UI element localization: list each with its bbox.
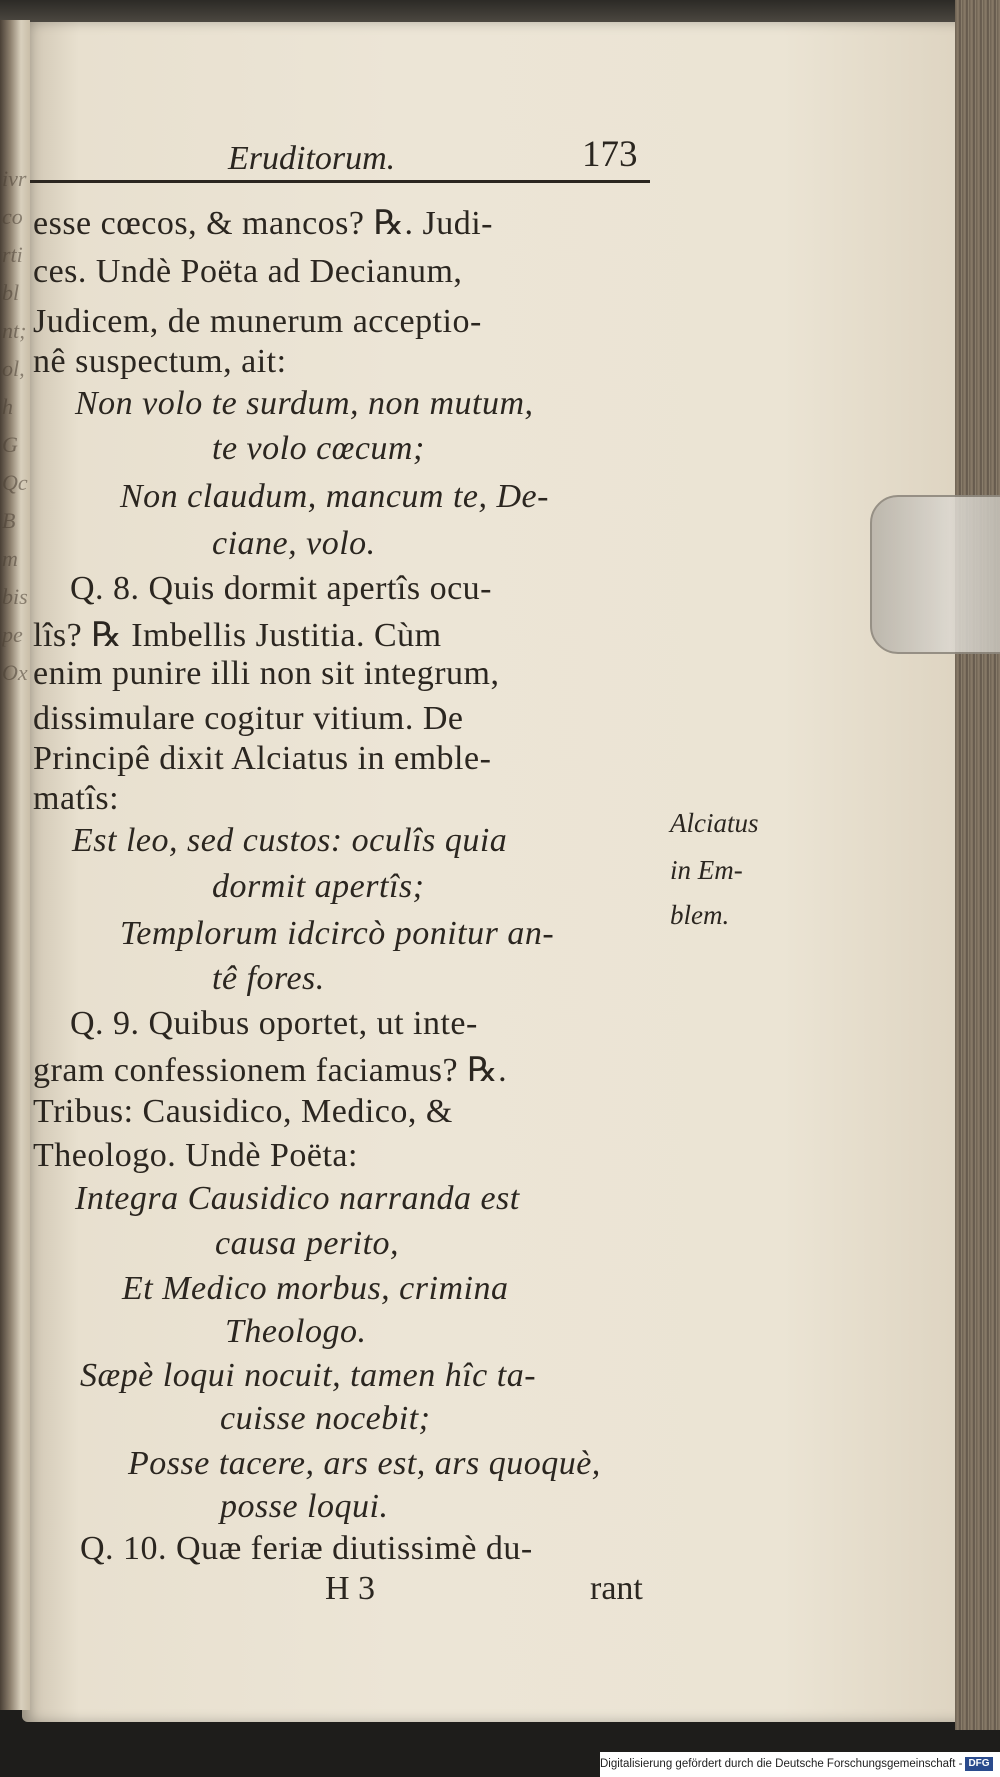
verse-line: ciane, volo. (212, 525, 376, 562)
verse-line: dormit apertîs; (212, 868, 425, 905)
page-number: 173 (582, 134, 638, 175)
book-top-edge (0, 0, 1000, 22)
verse-line: Non volo te surdum, non mutum, (75, 385, 534, 422)
text-line: dissimulare cogitur vitium. De (33, 700, 464, 737)
header-rule (30, 180, 650, 183)
verse-line: Integra Causidico narranda est (75, 1180, 520, 1217)
verse-line: Est leo, sed custos: oculîs quia (72, 822, 508, 859)
verse-line: Theologo. (225, 1313, 367, 1350)
text-line: Tribus: Causidico, Medico, & (33, 1093, 453, 1130)
bleed-through-text: ivrcortiblnt;ol,hGQcBmbispeOx (2, 166, 28, 685)
dfg-logo: DFG (965, 1757, 992, 1771)
text-line: esse cœcos, & mancos? ℞. Judi- (33, 205, 493, 242)
text-line: nê suspectum, ait: (33, 343, 287, 380)
book-clip (870, 495, 1000, 654)
left-page-edge (0, 20, 30, 1710)
text-line: enim punire illi non sit integrum, (33, 655, 500, 692)
verse-line: Templorum idcircò ponitur an- (120, 915, 555, 952)
text-line: Q. 9. Quibus oportet, ut inte- (70, 1005, 478, 1042)
margin-note: blem. (670, 900, 730, 930)
text-line: Theologo. Undè Poëta: (33, 1137, 358, 1174)
right-page-stack (955, 0, 1000, 1730)
verse-line: tê fores. (212, 960, 325, 997)
text-line: gram confessionem faciamus? ℞. (33, 1052, 508, 1089)
text-line: Principê dixit Alciatus in emble- (33, 740, 492, 777)
verse-line: posse loqui. (220, 1488, 389, 1525)
text-line: Q. 8. Quis dormit apertîs ocu- (70, 570, 492, 607)
text-line: Q. 10. Quæ feriæ diutissimè du- (80, 1530, 533, 1567)
text-line: ces. Undè Poëta ad Decianum, (33, 253, 463, 290)
margin-note: Alciatus (670, 808, 759, 838)
verse-line: te volo cœcum; (212, 430, 425, 467)
verse-line: Non claudum, mancum te, De- (120, 478, 549, 515)
text-line: Judicem, de munerum acceptio- (33, 303, 482, 340)
text-line: lîs? ℞ Imbellis Justitia. Cùm (33, 617, 442, 654)
margin-note: in Em- (670, 855, 743, 885)
verse-line: Sæpè loqui nocuit, tamen hîc ta- (80, 1357, 537, 1394)
verse-line: Et Medico morbus, crimina (122, 1270, 509, 1307)
catchword: rant (590, 1570, 643, 1607)
funding-footer (600, 1752, 1000, 1777)
text-line: matîs: (33, 780, 120, 817)
running-head: Eruditorum. (228, 140, 396, 177)
verse-line: causa perito, (215, 1225, 400, 1262)
verse-line: cuisse nocebit; (220, 1400, 431, 1437)
verse-line: Posse tacere, ars est, ars quoquè, (128, 1445, 601, 1482)
funding-text: Digitalisierung gefördert durch die Deutsche Forschungsgemeinschaft - (600, 1758, 963, 1770)
signature-mark: H 3 (325, 1570, 376, 1607)
